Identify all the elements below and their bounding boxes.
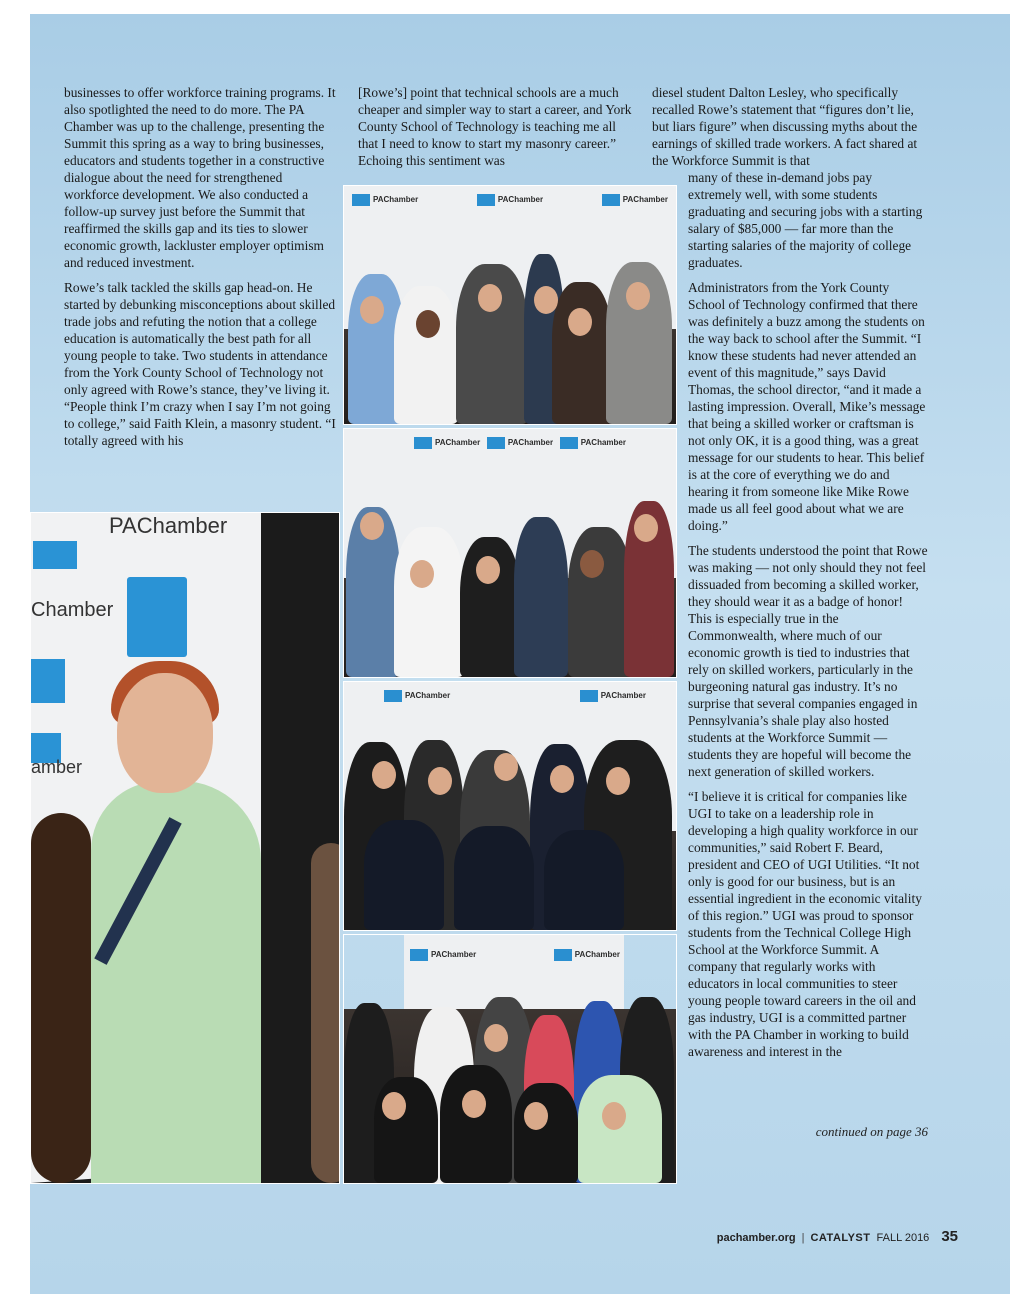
pa-logo-icon [33, 541, 77, 569]
person-silhouette [514, 517, 568, 677]
paragraph: businesses to offer workforce training programs. It also spotlighted the need to do more. The PA Chamber was up to the challenge, presenting the Summit this spring as a way to bring businesses, educators and students together in a constructive dialogue about the need for strengthened workforce development. We also conducted a follow-up survey just before the Summit that reaffirmed the skills gap and its ties to slower economic growth, lackluster employer optimism and reduced investment. [64, 85, 336, 270]
people-group [344, 990, 676, 1183]
backdrop-logo: PAChamber [487, 437, 553, 449]
person-silhouette [544, 830, 624, 930]
group-photo-2 [343, 428, 677, 678]
person-head [117, 673, 213, 793]
text-column-right [688, 169, 928, 1068]
pa-logo-icon [127, 577, 187, 657]
backdrop-logo: PAChamber [477, 194, 543, 206]
banner-logo-text: PAChamber [109, 513, 228, 538]
paragraph: [Rowe’s] point that technical schools are a much cheaper and simpler way to start a career, and York County School of Technology is teaching me all that I need to know to start my masonry career.” Echoing this sentiment was [358, 85, 632, 168]
student-closeup-photo [30, 512, 340, 1184]
person-head [476, 556, 500, 584]
paragraph: diesel student Dalton Lesley, who specifically recalled Rowe’s statement that “figures don’t lie, but liars figure” when discussing myths about the earnings of skilled trade workers. A fact shared at the Workforce Summit is that [652, 85, 918, 168]
backdrop-logos [410, 949, 620, 961]
person-silhouette [31, 813, 91, 1183]
person-silhouette [578, 1075, 662, 1183]
footer-website[interactable]: pachamber.org [716, 1232, 796, 1244]
backdrop-logo: PAChamber [410, 949, 476, 961]
people-group [344, 238, 676, 424]
footer-magazine: CATALYST [810, 1232, 871, 1244]
pa-logo-icon [31, 659, 65, 703]
text-column-middle [358, 84, 634, 177]
group-photo-4 [343, 934, 677, 1184]
backdrop-logos [352, 194, 668, 206]
person-head [602, 1102, 626, 1130]
person-head [372, 761, 396, 789]
person-head [428, 767, 452, 795]
text-column-left [64, 84, 338, 457]
group-photo-3 [343, 681, 677, 931]
backdrop-logo: PAChamber [580, 690, 646, 702]
banner-logo-text: Chamber [31, 599, 114, 621]
person-head [606, 767, 630, 795]
person-head [462, 1090, 486, 1118]
backdrop-logo: PAChamber [384, 690, 450, 702]
backdrop-logo: PAChamber [554, 949, 620, 961]
footer-separator: | [801, 1232, 805, 1244]
footer-issue: FALL 2016 [876, 1232, 930, 1244]
person-silhouette [91, 781, 261, 1184]
paragraph: The students understood the point that Rowe was making — not only should they not feel dissuaded from becoming a skilled worker, they should wear it as a badge of honor! This is especially true in the Commonwealth, where much of our economic growth is tied to industries that rely on skilled workers, particularly in the burgeoning natural gas industry. It’s no surprise that several companies engaged in Pennsylvania’s shale play also hosted students at the Workforce Summit — students they are hopeful will become the next generation of skilled workers. [688, 543, 928, 779]
person-head [360, 512, 384, 540]
person-head [410, 560, 434, 588]
person-silhouette [394, 286, 458, 424]
backdrop-logo: PAChamber [560, 437, 626, 449]
page-footer [717, 1228, 958, 1245]
page-number: 35 [941, 1228, 958, 1245]
backdrop-logos [384, 690, 646, 702]
person-silhouette [440, 1065, 512, 1183]
person-silhouette [311, 843, 340, 1183]
person-head [382, 1092, 406, 1120]
person-silhouette [394, 527, 464, 677]
banner-logo-text: amber [31, 757, 83, 777]
people-group [344, 484, 676, 677]
group-photo-1 [343, 185, 677, 425]
backdrop-logo: PAChamber [602, 194, 668, 206]
person-silhouette [454, 826, 534, 930]
person-silhouette [568, 527, 632, 677]
person-silhouette [364, 820, 444, 930]
continued-note: continued on page 36 [815, 1124, 928, 1139]
text-column-right-top [652, 84, 928, 177]
backdrop-logo: PAChamber [414, 437, 480, 449]
paragraph: many of these in-demand jobs pay extremely well, with some students graduating and securing jobs with a starting salary of $85,000 — far more than the starting salaries of the majority of college graduates. [688, 170, 923, 270]
backdrop-logo: PAChamber [352, 194, 418, 206]
person-silhouette [374, 1077, 438, 1183]
person-head [494, 753, 518, 781]
person-head [634, 514, 658, 542]
paragraph: Administrators from the York County School of Technology confirmed that there was definitely a buzz among the students on the way back to school after the Summit. “I know these students had never attended an event of this magnitude,” says David Thomas, the school director, “and it made a lasting impression. Overall, Mike’s message that being a skilled worker or craftsman is not only OK, it is a good thing, was a great message for our students to hear. This belief is at the core of everything we do and hearing it from someone like Mike Rowe made us all feel good about what we are doing.” [688, 280, 926, 533]
person-head [550, 765, 574, 793]
person-head [484, 1024, 508, 1052]
person-head [524, 1102, 548, 1130]
paragraph: Rowe’s talk tackled the skills gap head-on. He started by debunking misconceptions about skilled trade jobs and refuting the notion that a college education is automatically the best path for all young people to take. Two students in attendance from the York County School of Technology not only agreed with Rowe’s stance, they’ve living it. “People think I’m crazy when I say I’m not going to college,” said Faith Klein, a masonry student. “I totally agreed with his [64, 280, 336, 448]
backdrop-logos [414, 437, 626, 449]
paragraph: “I believe it is critical for companies like UGI to take on a leadership role in developing a high quality workforce in our communities,” said Robert F. Beard, president and CEO of UGI Utilities. “It not only is good for our business, but is an essential ingredient in the economic vitality of this region.” UGI was proud to sponsor students from the Technical College High School at the Workforce Summit. A company that regularly works with educators in local communities to steer young people toward careers in the oil and gas industry, UGI is a committed partner with the PA Chamber in working to build awareness and interest in the [688, 789, 922, 1059]
person-silhouette [514, 1083, 578, 1183]
person-silhouette [552, 282, 612, 424]
person-head [580, 550, 604, 578]
people-group [344, 737, 676, 930]
